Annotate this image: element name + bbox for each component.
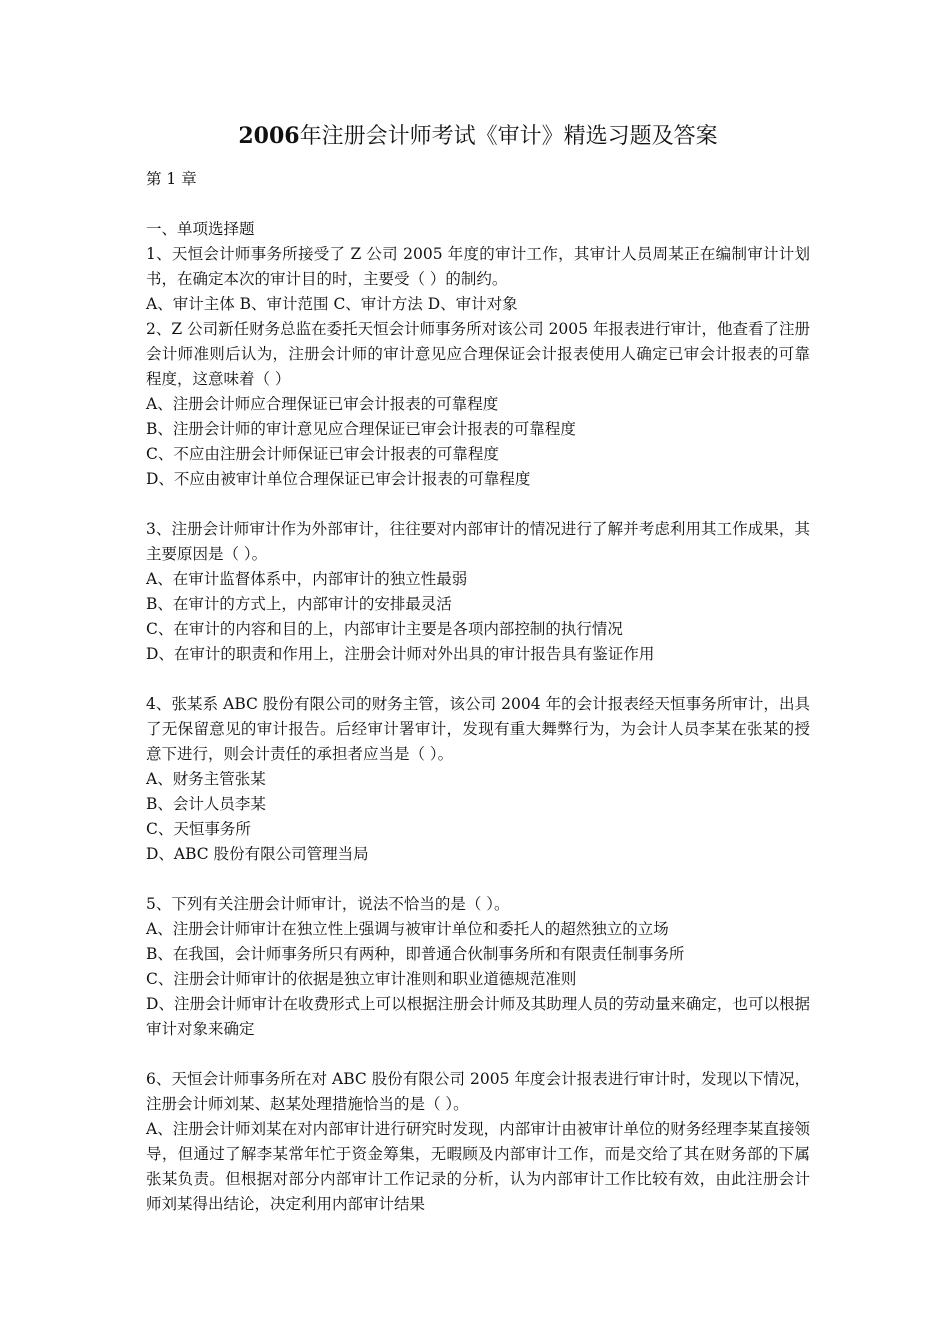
question-option: D、在审计的职责和作用上，注册会计师对外出具的审计报告具有鉴证作用 — [146, 645, 655, 663]
question-stem: 5、下列有关注册会计师审计，说法不恰当的是（ ）。 — [146, 895, 510, 913]
question-option: C、注册会计师审计的依据是独立审计准则和职业道德规范准则 — [146, 970, 577, 988]
section-heading: 一、单项选择题 — [146, 220, 255, 238]
question-option: A、审计主体 B、审计范围 C、审计方法 D、审计对象 — [146, 295, 518, 313]
question-stem: 3、注册会计师审计作为外部审计，往往要对内部审计的情况进行了解并考虑利用其工作成果，其主要原因是（ ）。 — [146, 520, 810, 563]
question-option: D、注册会计师审计在收费形式上可以根据注册会计师及其助理人员的劳动量来确定，也可以根据审计对象来确定 — [146, 995, 810, 1038]
question-1 — [146, 242, 810, 317]
question-option: C、天恒事务所 — [146, 820, 251, 838]
question-stem: 6、天恒会计师事务所在对 ABC 股份有限公司 2005 年度会计报表进行审计时，发现以下情况，注册会计师刘某、赵某处理措施恰当的是（ ）。 — [146, 1070, 810, 1113]
question-option: B、会计人员李某 — [146, 795, 266, 813]
question-3 — [146, 517, 810, 667]
question-option: A、在审计监督体系中，内部审计的独立性最弱 — [146, 570, 468, 588]
question-option: B、在审计的方式上，内部审计的安排最灵活 — [146, 595, 452, 613]
question-option: A、注册会计师刘某在对内部审计进行研究时发现，内部审计由被审计单位的财务经理李某直接领导，但通过了解李某常年忙于资金筹集，无暇顾及内部审计工作，而是交给了其在财务部的下属张某负责。但根据对部分内部审计工作记录的分析，认为内部审计工作比较有效，由此注册会计师刘某得出结论，决定利用内部审计结果 — [146, 1120, 810, 1213]
question-option: A、财务主管张某 — [146, 770, 266, 788]
question-6 — [146, 1067, 810, 1217]
question-option: B、在我国，会计师事务所只有两种，即普通合伙制事务所和有限责任制事务所 — [146, 945, 685, 963]
question-option: D、ABC 股份有限公司管理当局 — [146, 845, 369, 863]
chapter-heading: 第 1 章 — [146, 170, 197, 188]
question-option: D、不应由被审计单位合理保证已审会计报表的可靠程度 — [146, 470, 531, 488]
question-2 — [146, 317, 810, 492]
document-title — [146, 118, 810, 155]
question-stem: 2、Z 公司新任财务总监在委托天恒会计师事务所对该公司 2005 年报表进行审计，他查看了注册会计师准则后认为，注册会计师的审计意见应合理保证会计报表使用人确定已审会计报表的可靠程度，这意味着（ ） — [146, 320, 810, 388]
question-option: A、注册会计师应合理保证已审会计报表的可靠程度 — [146, 395, 499, 413]
question-option: C、不应由注册会计师保证已审会计报表的可靠程度 — [146, 445, 499, 463]
question-5 — [146, 892, 810, 1042]
title-text: 年注册会计师考试《审计》精选习题及答案 — [299, 124, 718, 149]
question-stem: 4、张某系 ABC 股份有限公司的财务主管，该公司 2004 年的会计报表经天恒事务所审计，出具了无保留意见的审计报告。后经审计署审计，发现有重大舞弊行为，为会计人员李某在张某的授意下进行，则会计责任的承担者应当是（ ）。 — [146, 695, 810, 763]
question-option: B、注册会计师的审计意见应合理保证已审会计报表的可靠程度 — [146, 420, 576, 438]
question-option: C、在审计的内容和目的上，内部审计主要是各项内部控制的执行情况 — [146, 620, 623, 638]
title-year: 2006 — [238, 123, 300, 149]
question-stem: 1、天恒会计师事务所接受了 Z 公司 2005 年度的审计工作，其审计人员周某正在编制审计计划书，在确定本次的审计目的时，主要受（ ）的制约。 — [146, 245, 810, 288]
question-4 — [146, 692, 810, 867]
document-page — [146, 118, 810, 1217]
question-option: A、注册会计师审计在独立性上强调与被审计单位和委托人的超然独立的立场 — [146, 920, 669, 938]
